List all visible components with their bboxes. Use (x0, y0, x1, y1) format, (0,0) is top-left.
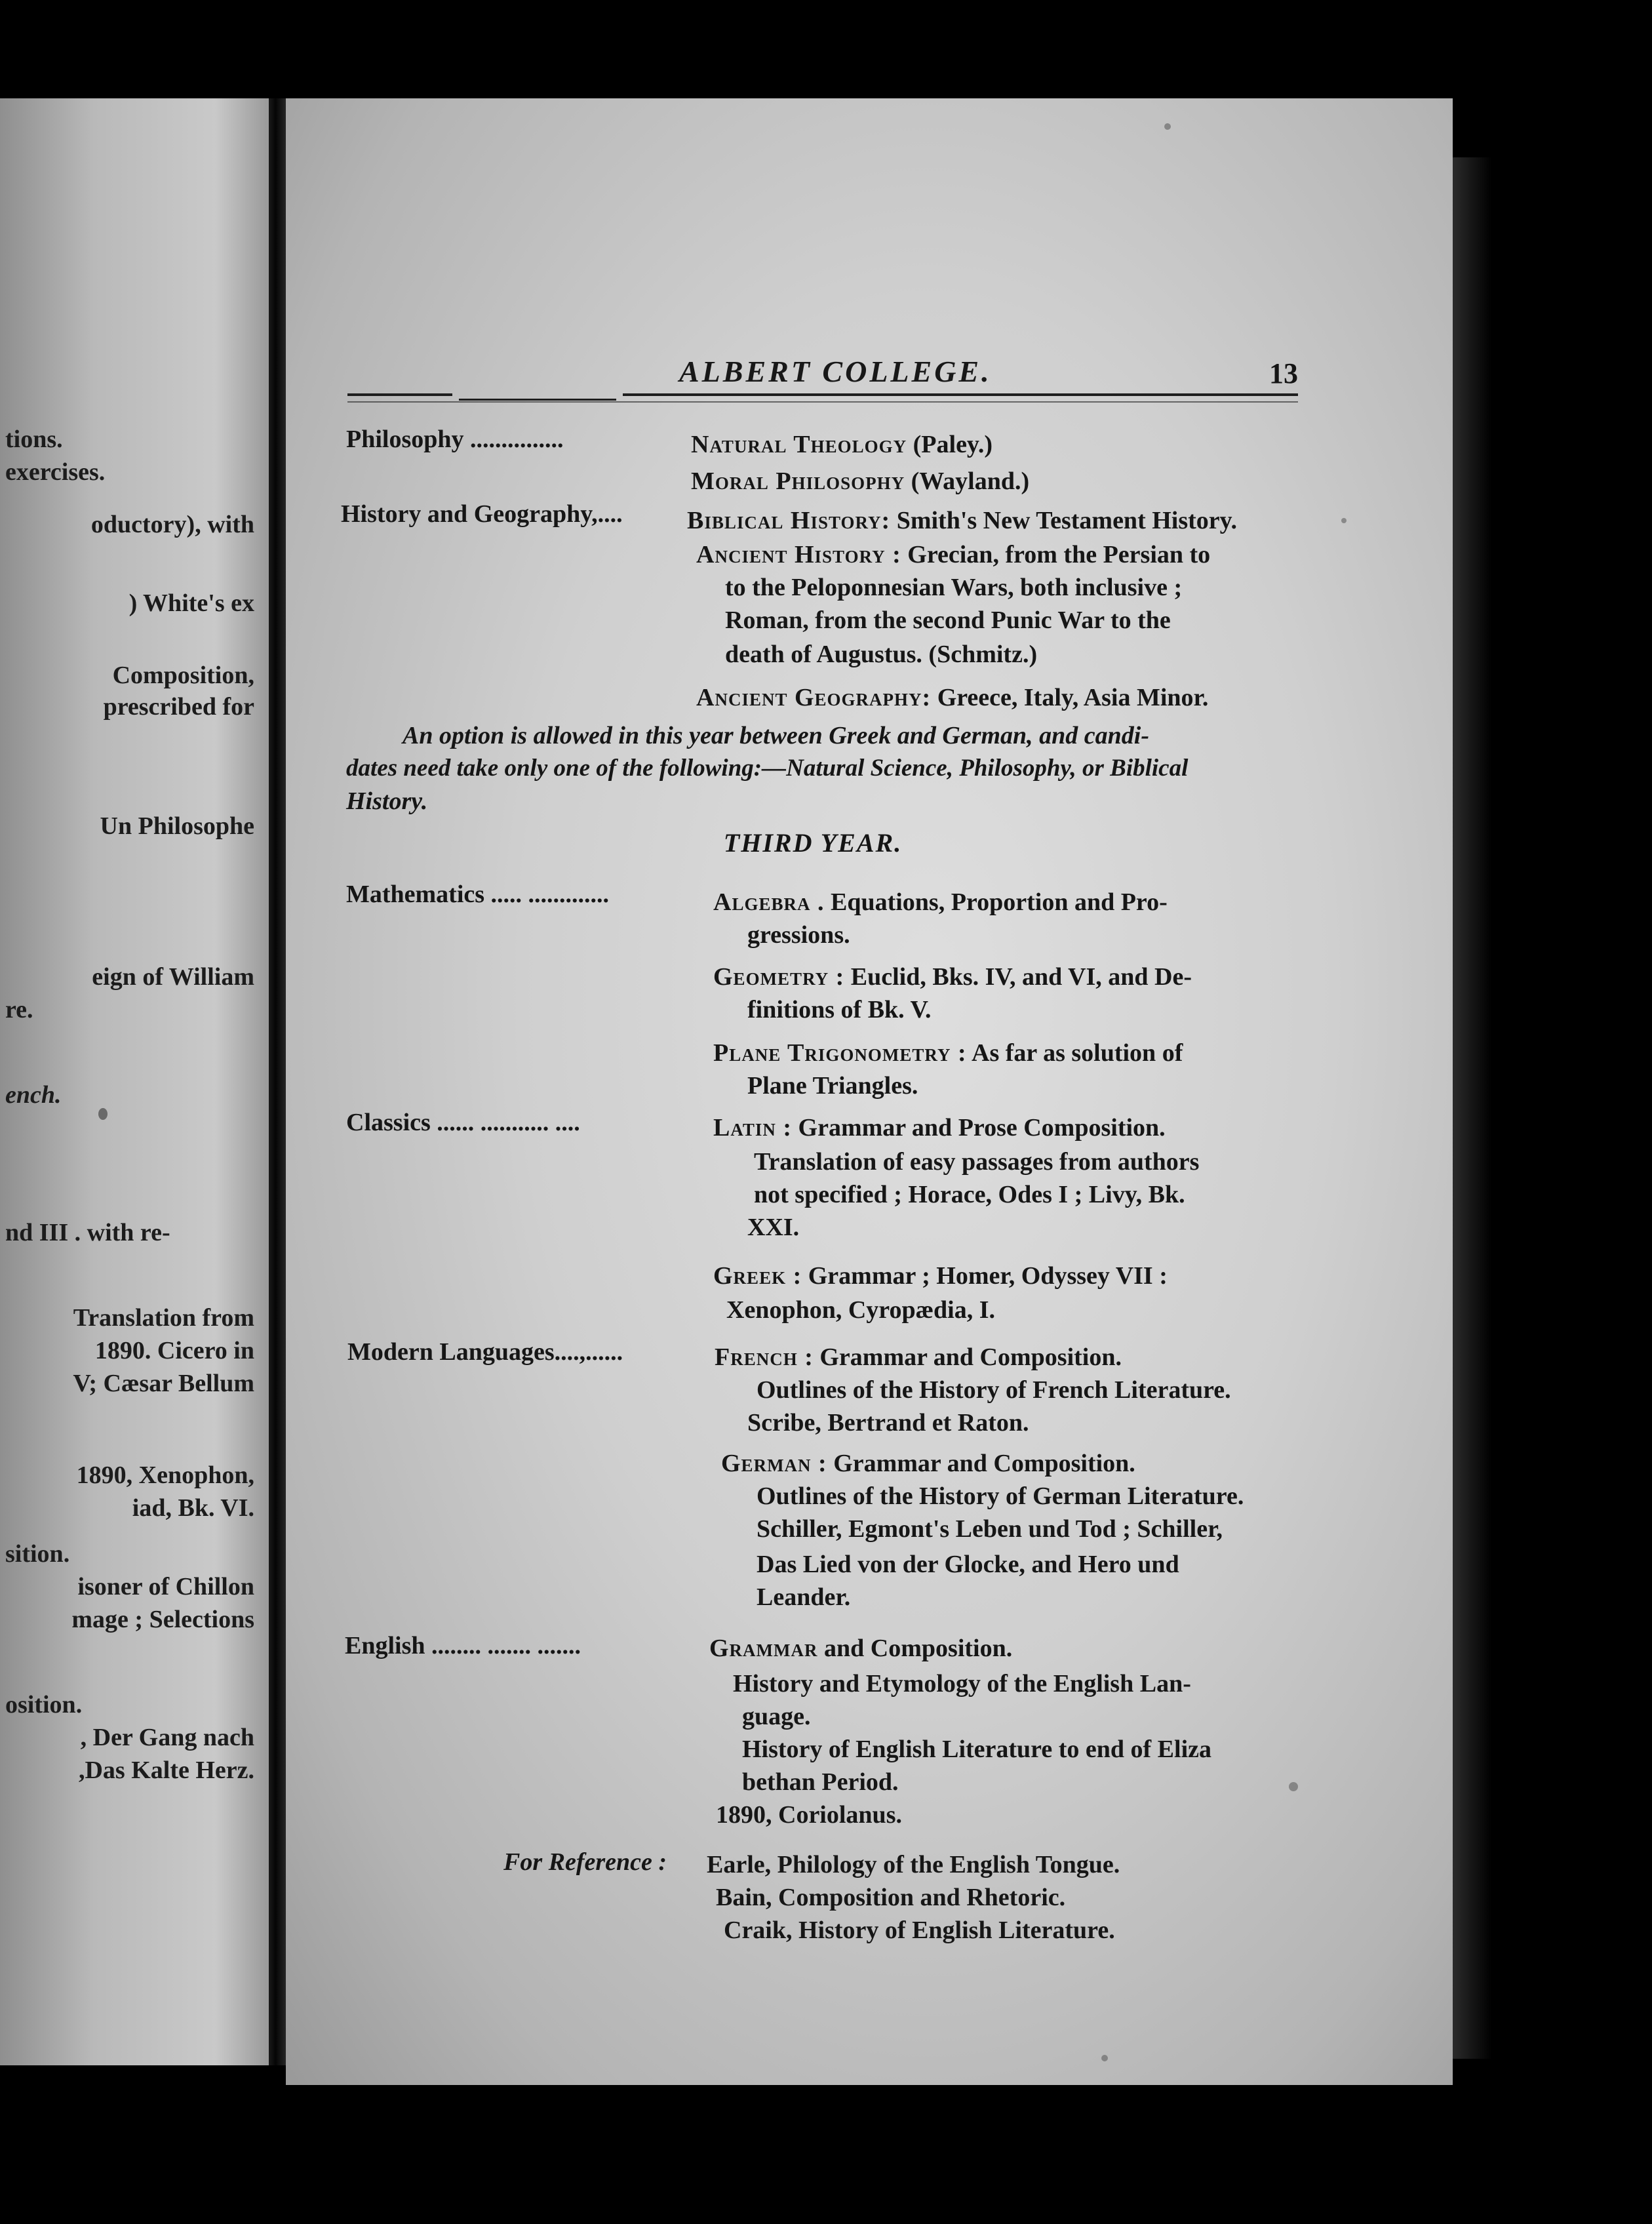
classics-latin-line2: Translation of easy passages from authors (754, 1148, 1200, 1176)
subject-classics: Classics ...... ........... .... (346, 1109, 580, 1136)
reference-label: For Reference : (503, 1848, 667, 1876)
left-page-line: re. (5, 996, 33, 1023)
item-head: Greek : (713, 1262, 802, 1290)
history-ancient-line2: to the Peloponnesian Wars, both inclusive ; (725, 574, 1183, 601)
left-page-line: nd III . with re- (5, 1219, 170, 1246)
left-page-line: ,Das Kalte Herz. (78, 1757, 254, 1784)
header-rule-1 (347, 393, 452, 396)
item-text: Grammar ; Homer, Odyssey VII : (802, 1262, 1168, 1290)
reference-earle: Earle, Philology of the English Tongue. (707, 1851, 1120, 1878)
left-page-line: ench. (5, 1081, 62, 1109)
modern-german (721, 1449, 1135, 1478)
item-text: and Composition. (817, 1635, 1013, 1662)
history-ancient-line4: death of Augustus. (Schmitz.) (725, 641, 1038, 668)
english-line2: History and Etymology of the English Lan- (733, 1670, 1191, 1698)
history-geography (696, 683, 1208, 712)
item-head: Grammar (709, 1635, 818, 1662)
item-text: Grammar and Prose Composition. (792, 1114, 1166, 1142)
subject-history: History and Geography,.... (341, 500, 623, 528)
left-page-line: 1890, Xenophon, (76, 1461, 254, 1489)
modern-german-line2: Outlines of the History of German Literature. (757, 1482, 1244, 1510)
option-note-line3: History. (346, 787, 428, 815)
item-text: As far as solution of (966, 1039, 1183, 1067)
modern-german-line4: Das Lied von der Glocke, and Hero und (757, 1551, 1179, 1578)
scan-speck (1341, 518, 1347, 523)
left-page-line: iad, Bk. VI. (132, 1494, 254, 1522)
subject-mathematics: Mathematics ..... ............. (346, 881, 610, 908)
modern-french-line3: Scribe, Bertrand et Raton. (747, 1409, 1029, 1437)
section-title-third-year: THIRD YEAR. (723, 828, 903, 858)
item-head: Geometry : (713, 963, 845, 991)
classics-latin-line4: XXI. (747, 1214, 800, 1241)
item-text: Greece, Italy, Asia Minor. (931, 684, 1209, 711)
philosophy-natural-theology (691, 430, 993, 459)
scan-speck (1289, 1782, 1298, 1791)
modern-french-line2: Outlines of the History of French Literature. (757, 1376, 1231, 1404)
previous-page-fragment (0, 98, 269, 2065)
modern-french (715, 1343, 1122, 1372)
item-head: Moral Philosophy (691, 467, 905, 495)
item-head: Latin : (713, 1114, 793, 1142)
math-trigonometry-line2: Plane Triangles. (747, 1072, 918, 1100)
left-page-line: ) White's ex (128, 589, 254, 617)
scan-speck (98, 1108, 108, 1120)
item-head: Biblical History: (687, 507, 891, 534)
item-text: Equations, Proportion and Pro- (824, 888, 1168, 916)
classics-greek (713, 1261, 1168, 1290)
math-geometry-line2: finitions of Bk. V. (747, 996, 932, 1023)
english-line6: 1890, Coriolanus. (716, 1801, 902, 1829)
english-grammar (709, 1634, 1012, 1663)
item-head: Natural Theology (691, 431, 907, 458)
item-head: Ancient History : (696, 541, 901, 568)
left-page-line: exercises. (5, 458, 106, 486)
item-text: Euclid, Bks. IV, and VI, and De- (844, 963, 1192, 991)
subject-philosophy: Philosophy ............... (346, 426, 564, 453)
left-page-line: sition. (5, 1540, 70, 1568)
math-algebra-line2: gressions. (747, 921, 850, 949)
left-page-line: V; Cæsar Bellum (73, 1370, 254, 1397)
classics-latin (713, 1113, 1166, 1142)
modern-german-line3: Schiller, Egmont's Leben und Tod ; Schiller, (757, 1515, 1223, 1543)
left-page-line: isoner of Chillon (77, 1573, 254, 1600)
item-text: Grammar and Composition. (813, 1343, 1122, 1371)
subject-english: English ........ ....... ....... (345, 1632, 581, 1659)
left-page-line: tions. (5, 426, 63, 453)
header-rule-2 (459, 399, 616, 401)
math-algebra (713, 888, 1168, 917)
english-line4: History of English Literature to end of Eliza (742, 1736, 1211, 1763)
item-text: (Paley.) (907, 431, 993, 458)
item-text: (Wayland.) (905, 467, 1030, 495)
item-head: German : (721, 1450, 827, 1477)
left-page-line: Translation from (73, 1304, 254, 1332)
reference-craik: Craik, History of English Literature. (724, 1916, 1115, 1944)
philosophy-moral (691, 467, 1029, 496)
english-line3: guage. (742, 1703, 811, 1730)
header-rule-3 (623, 393, 1298, 396)
classics-greek-line2: Xenophon, Cyropædia, I. (726, 1296, 996, 1324)
left-page-line: oductory), with (90, 511, 254, 538)
left-page-line: Composition, (112, 662, 254, 689)
classics-latin-line3: not specified ; Horace, Odes I ; Livy, Bk. (754, 1181, 1185, 1208)
left-page-line: 1890. Cicero in (94, 1337, 254, 1364)
reference-bain: Bain, Composition and Rhetoric. (716, 1884, 1066, 1911)
option-note-line1: An option is allowed in this year between Greek and German, and candi- (403, 722, 1150, 749)
history-biblical (687, 506, 1237, 535)
left-page-line: prescribed for (103, 693, 254, 721)
modern-german-line5: Leander. (757, 1583, 851, 1611)
scan-speck (1164, 123, 1171, 130)
math-trigonometry (713, 1039, 1183, 1067)
header-rule-4 (347, 401, 1298, 403)
math-geometry (713, 963, 1192, 991)
subject-modern-languages: Modern Languages....,...... (347, 1338, 623, 1366)
item-text: Grammar and Composition. (827, 1450, 1135, 1477)
running-header: ALBERT COLLEGE. (679, 355, 992, 388)
item-head: Plane Trigonometry : (713, 1039, 967, 1067)
left-page-line: mage ; Selections (71, 1606, 254, 1633)
scan-speck (1101, 2055, 1108, 2061)
option-note-line2: dates need take only one of the following:—Natural Science, Philosophy, or Biblical (346, 755, 1189, 782)
item-head: French : (715, 1343, 814, 1371)
item-text: Grecian, from the Persian to (901, 541, 1211, 568)
item-text: Smith's New Testament History. (890, 507, 1238, 534)
left-page-line: Un Philosophe (100, 812, 254, 840)
history-ancient (696, 540, 1210, 569)
english-line5: bethan Period. (742, 1768, 899, 1796)
left-page-line: eign of William (92, 963, 254, 991)
left-page-line: , Der Gang nach (80, 1724, 254, 1751)
item-head: Algebra . (713, 888, 825, 916)
page-edge-shadow (1453, 157, 1492, 2059)
page-number: 13 (1269, 357, 1298, 389)
left-page-line: osition. (5, 1691, 83, 1718)
history-ancient-line3: Roman, from the second Punic War to the (725, 606, 1171, 634)
item-head: Ancient Geography: (696, 684, 932, 711)
book-gutter (269, 98, 286, 2065)
